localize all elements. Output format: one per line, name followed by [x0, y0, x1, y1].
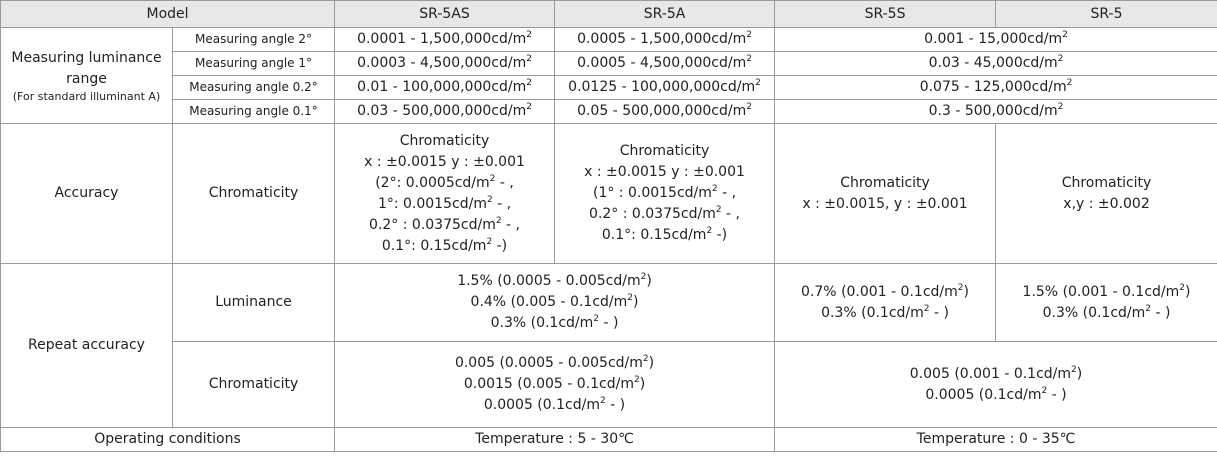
repeat-luminance-sr5as-sr5a: 1.5% $(0.0005 - 0.005cd/m^2)$ 0.4% $(0.005 - 0.1cd/m^2)$ 0.3% ($0.1cd/m^2$ - )	[335, 264, 775, 342]
luminance-range-label: Measuring luminance range (For standard illuminant A)	[1, 28, 173, 124]
accuracy-sr5as: Chromaticity x : ±0.0015 y : ±0.001 (2°: $0.0005cd/m^2$ - , 1°: $0.0015cd/m^2$ - , 0.2° : $0.0375cd/m^2$ - , 0.1°: $0.15cd/m^2$ -)	[335, 124, 555, 264]
angle-label: Measuring angle 0.1°	[173, 100, 335, 124]
accuracy-label: Accuracy	[1, 124, 173, 264]
operating-label: Operating conditions	[1, 428, 335, 452]
repeat-luminance-sr5: 1.5% $(0.001 - 0.1cd/m^2)$ 0.3% ($0.1cd/m^2$ - )	[996, 264, 1217, 342]
repeat-luminance-row	[1, 264, 1217, 342]
model-sr5s-header: SR-5S	[775, 1, 996, 28]
model-sr5as-header: SR-5AS	[335, 1, 555, 28]
accuracy-sr5a: Chromaticity x : ±0.0015 y : ±0.001 (1° : $0.0015cd/m^2$ - , 0.2° : $0.0375cd/m^2$ - , 0.1°: $0.15cd/m^2$ -)	[555, 124, 775, 264]
table-row	[1, 76, 1217, 100]
repeat-chromaticity-sr5as-sr5a: 0.005 $(0.0005 - 0.005cd/m^2)$ 0.0015 $(0.005 - 0.1cd/m^2)$ 0.0005 ($0.1cd/m^2$ - )	[335, 342, 775, 428]
table-row	[1, 28, 1217, 52]
accuracy-sr5s: Chromaticity x : ±0.0015, y : ±0.001	[775, 124, 996, 264]
range-sr5s-sr5: $0.3 - 500,000cd/m^2$	[775, 100, 1217, 124]
table-row	[1, 100, 1217, 124]
range-sr5a: $0.0125 - 100,000,000cd/m^2$	[555, 76, 775, 100]
range-sr5a: $0.05 - 500,000,000cd/m^2$	[555, 100, 775, 124]
range-sr5s-sr5: $0.001 - 15,000cd/m^2$	[775, 28, 1217, 52]
model-header: Model	[1, 1, 335, 28]
header-row	[1, 1, 1217, 28]
repeat-chromaticity-label: Chromaticity	[173, 342, 335, 428]
accuracy-sub-label: Chromaticity	[173, 124, 335, 264]
angle-label: Measuring angle 1°	[173, 52, 335, 76]
accuracy-row	[1, 124, 1217, 264]
model-sr5a-header: SR-5A	[555, 1, 775, 28]
angle-label: Measuring angle 2°	[173, 28, 335, 52]
range-sr5as: $0.01 - 100,000,000cd/m^2$	[335, 76, 555, 100]
repeat-chromaticity-row	[1, 342, 1217, 428]
angle-label: Measuring angle 0.2°	[173, 76, 335, 100]
operating-sr5s-sr5: Temperature : 0 - 35℃	[775, 428, 1217, 452]
operating-row	[1, 428, 1217, 452]
range-sr5s-sr5: $0.075 - 125,000cd/m^2$	[775, 76, 1217, 100]
repeat-accuracy-label: Repeat accuracy	[1, 264, 173, 428]
range-sr5a: $0.0005 - 4,500,000cd/m^2$	[555, 52, 775, 76]
range-sr5s-sr5: $0.03 - 45,000cd/m^2$	[775, 52, 1217, 76]
model-sr5-header: SR-5	[996, 1, 1217, 28]
table-row	[1, 52, 1217, 76]
operating-sr5as-sr5a: Temperature : 5 - 30℃	[335, 428, 775, 452]
repeat-luminance-label: Luminance	[173, 264, 335, 342]
repeat-luminance-sr5s: 0.7% $(0.001 - 0.1cd/m^2)$ 0.3% ($0.1cd/m^2$ - )	[775, 264, 996, 342]
range-sr5as: $0.03 - 500,000,000cd/m^2$	[335, 100, 555, 124]
repeat-chromaticity-sr5s-sr5: 0.005 $(0.001 - 0.1cd/m^2)$ 0.0005 ($0.1cd/m^2$ - )	[775, 342, 1217, 428]
accuracy-sr5: Chromaticity x,y : ±0.002	[996, 124, 1217, 264]
range-sr5as: $0.0001 - 1,500,000cd/m^2$	[335, 28, 555, 52]
range-sr5a: $0.0005 - 1,500,000cd/m^2$	[555, 28, 775, 52]
range-sr5as: $0.0003 - 4,500,000cd/m^2$	[335, 52, 555, 76]
